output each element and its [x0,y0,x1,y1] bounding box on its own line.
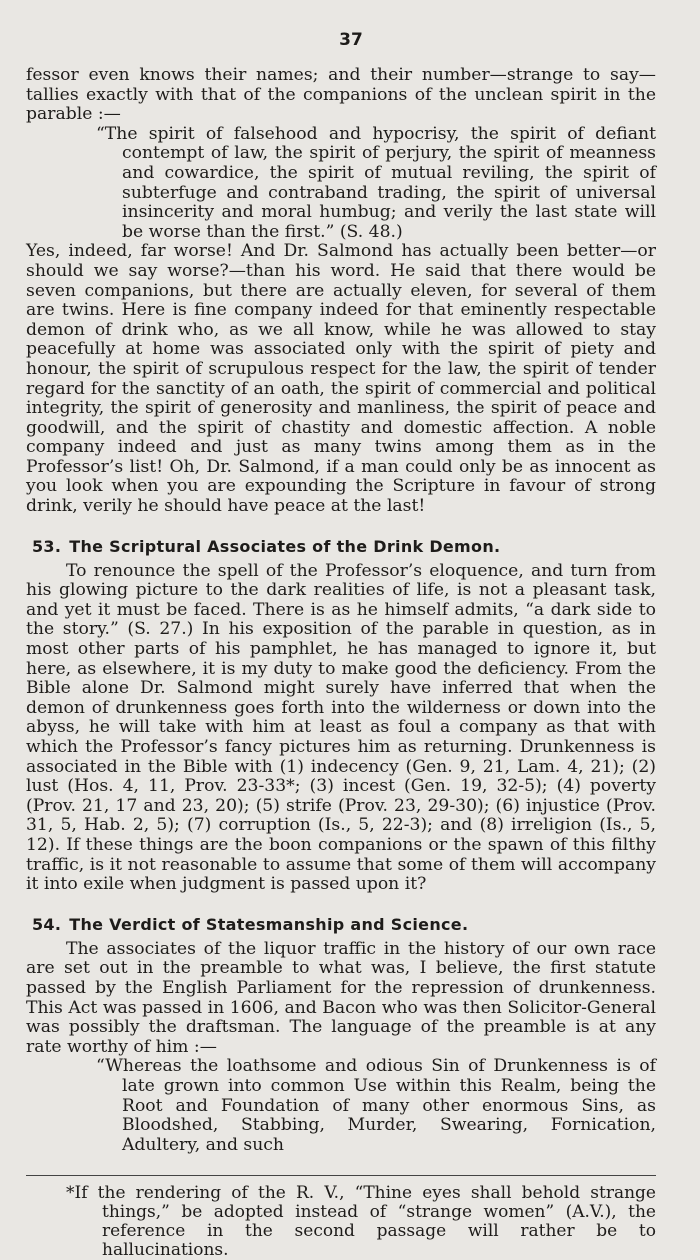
quoted-preamble: “Whereas the loathsome and odious Sin of Drunkenness is of late grown into common Use within this Realm, being the Root and Foundation of many other enormous Sins, as Bloodshed, Stabbing, Murder, Swearing, Fornication, Adultery, and such [96,1056,656,1155]
section-title: The Verdict of Statesmanship and Science. [69,914,469,934]
page-number: 37 [339,30,363,50]
body-paragraph: Yes, indeed, far worse! And Dr. Salmond has actually been better—or should we say worse?—than his word. He said that there would be seven companions, but there are actually eleven, for several of them are twins. Here is fine company indeed for that eminently respectable demon of drink who, as we all know, while he was allowed to stay peacefully at home was associated only with the spirit of piety and honour, the spirit of scrupulous respect for the law, the spirit of tender regard for the sanctity of an oath, the spirit of commercial and political integrity, the spirit of generosity and manliness, the spirit of peace and goodwill, and the spirit of chastity and domestic affection. A noble company indeed and just as many twins among them as in the Professor’s list! Oh, Dr. Salmond, if a man could only be as innocent as you look when you are expounding the Scripture in favour of strong drink, verily he should have peace at the last! [26,241,656,517]
section-title: The Scriptural Associates of the Drink Demon. [69,536,501,556]
section-number: 53. [32,536,62,556]
section-body: To renounce the spell of the Professor’s eloquence, and turn from his glowing picture to the dark realities of life, is not a pleasant task, and yet it must be faced. There is as he himself admits, “a dark side to the story.” (S. 27.) In his exposition of the parable in question, as in most other parts of his pamphlet, he has managed to ignore it, but here, as elsewhere, it is my duty to make good the deficiency. From the Bible alone Dr. Salmond might surely have inferred that when the demon of drunkenness goes forth into the wilderness or down into the abyss, he will take with him at least as foul a company as that with which the Professor’s fancy pictures him as returning. Drunkenness is associated in the Bible with (1) indecency (Gen. 9, 21, Lam. 4, 21); (2) lust (Hos. 4, 11, Prov. 23-33*; (3) incest (Gen. 19, 32-5); (4) poverty (Prov. 21, 17 and 23, 20); (5) strife (Prov. 23, 29-30); (6) injustice (Prov. 31, 5, Hab. 2, 5); (7) corruption (Is., 5, 22-3); and (8) irreligion (Is., 5, 12). If these things are the boon companions or the spawn of this filthy traffic, is it not reasonable to assume that some of them will accompany it into exile when judgment is passed upon it? [26,560,656,895]
section-body: The associates of the liquor traffic in the history of our own race are set out in the preamble to what was, I believe, the first statute passed by the English Parliament for the repression of drunkenness. This Act was passed in 1606, and Bacon who was then Solicitor-General was possibly the draftsman. The language of the preamble is at any rate worthy of him :— [26,938,656,1057]
section-heading [32,915,656,934]
intro-paragraph: fessor even knows their names; and their number—strange to say—tallies exactly with that of the companions of the unclean spirit in the parable :— [26,65,656,125]
section-number: 54. [32,914,62,934]
quoted-passage: “The spirit of falsehood and hypocrisy, the spirit of defiant contempt of law, the spirit of perjury, the spirit of meanness and cowardice, the spirit of mutual reviling, the spirit of subterfuge and contraband trading, the spirit of universal insincerity and moral humbug; and verily the last state will be worse than the first.” (S. 48.) [96,123,656,242]
footnote: *If the rendering of the R. V., “Thine eyes shall behold strange things,” be adopted instead of “strange women” (A.V.), the reference in the second passage will rather be to hallucinations. [66,1183,656,1260]
section-heading [32,537,656,556]
